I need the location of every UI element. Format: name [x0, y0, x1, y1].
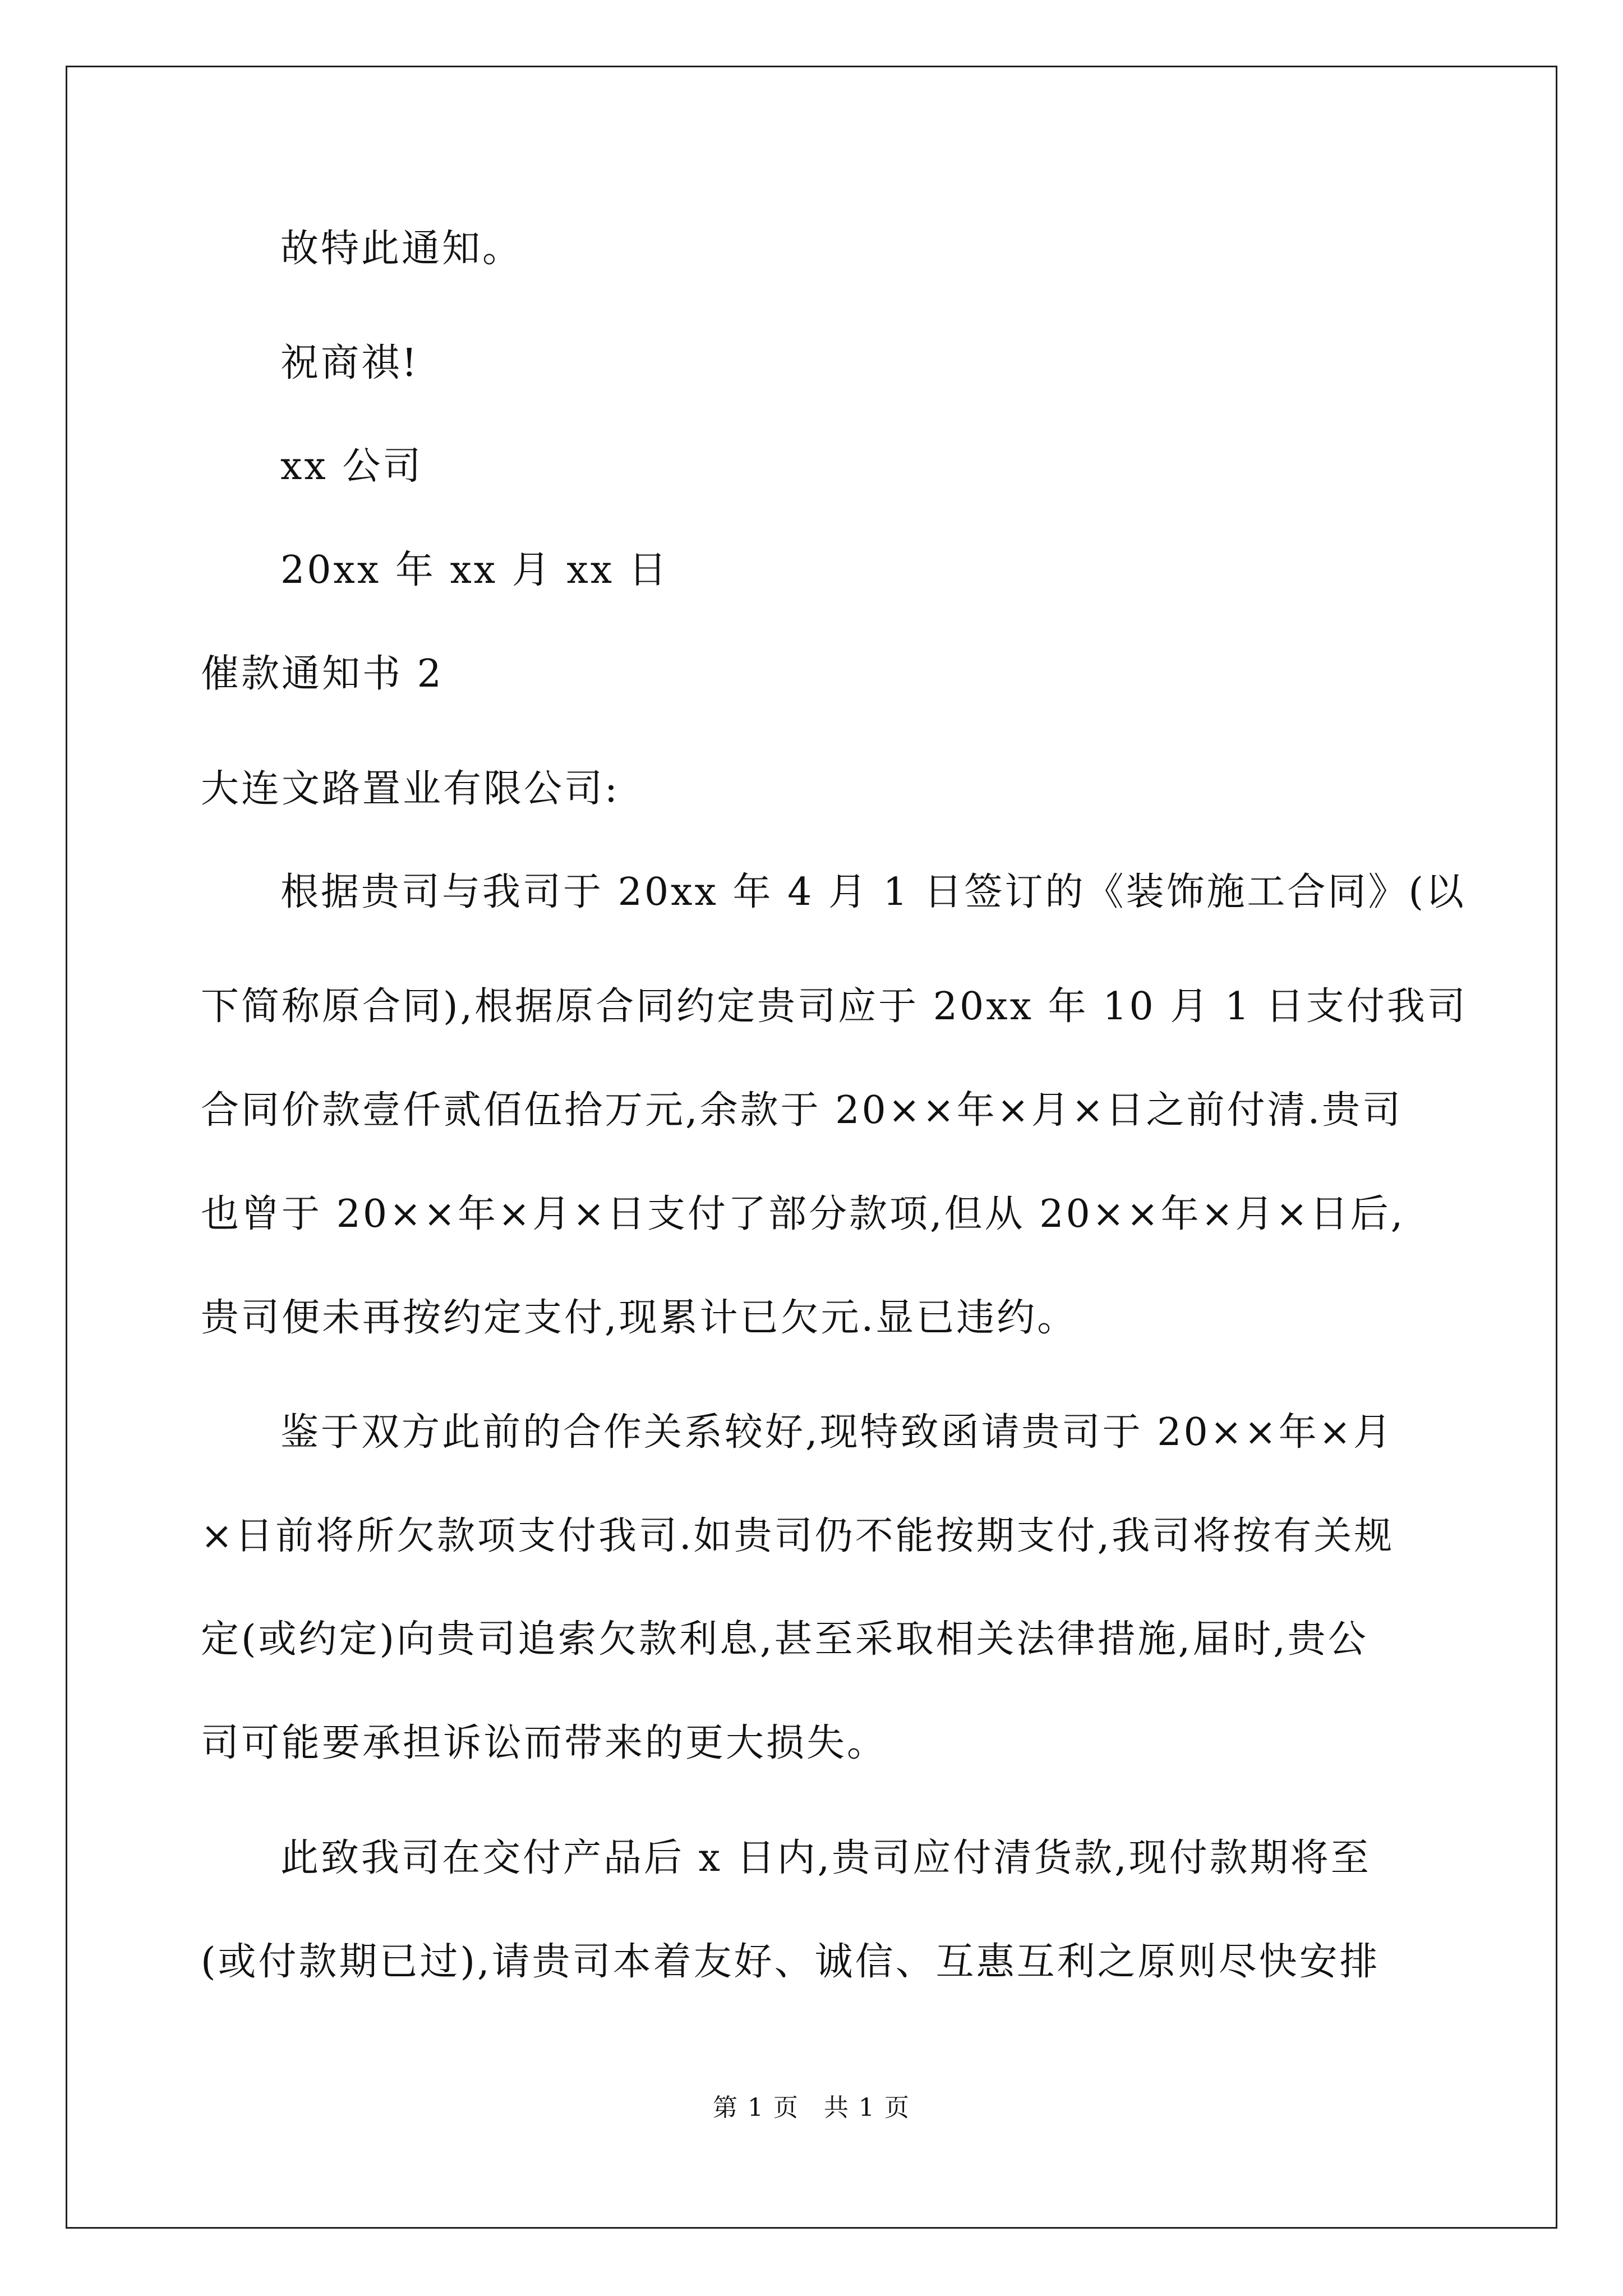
text-line: xx 公司	[280, 444, 423, 489]
page-footer	[0, 2091, 1623, 2125]
text-line: 祝商祺!	[280, 341, 419, 385]
text-line: 也曾于 20××年×月×日支付了部分款项,但从 20××年×月×日后,	[201, 1192, 1405, 1236]
addressee: 大连文路置业有限公司:	[201, 767, 620, 811]
text-line: 20xx 年 xx 月 xx 日	[280, 548, 669, 592]
text-line: 贵司便未再按约定支付,现累计已欠元.显已违约。	[201, 1296, 1078, 1340]
text-line: 根据贵司与我司于 20xx 年 4 月 1 日签订的《装饰施工合同》(以	[280, 870, 1466, 914]
section-title: 催款通知书 2	[201, 652, 444, 696]
page-border	[66, 66, 1557, 2229]
text-line: ×日前将所欠款项支付我司.如贵司仍不能按期支付,我司将按有关规	[201, 1514, 1395, 1558]
text-line: 下简称原合同),根据原合同约定贵司应于 20xx 年 10 月 1 日支付我司	[201, 984, 1468, 1029]
text-line: 鉴于双方此前的合作关系较好,现特致函请贵司于 20××年×月	[280, 1410, 1394, 1455]
text-line: 故特此通知。	[280, 227, 523, 271]
text-line: 定(或约定)向贵司追索欠款利息,甚至采取相关法律措施,届时,贵公	[201, 1617, 1368, 1662]
text-line: 此致我司在交付产品后 x 日内,贵司应付清货款,现付款期将至	[280, 1836, 1371, 1880]
text-line: (或付款期已过),请贵司本着友好、诚信、互惠互利之原则尽快安排	[201, 1940, 1380, 1984]
page-total: 共 1 页	[824, 2093, 910, 2122]
text-line: 司可能要承担诉讼而带来的更大损失。	[201, 1721, 888, 1765]
text-line: 合同价款壹仟贰佰伍拾万元,余款于 20××年×月×日之前付清.贵司	[201, 1088, 1403, 1133]
page-number: 第 1 页	[713, 2093, 799, 2122]
